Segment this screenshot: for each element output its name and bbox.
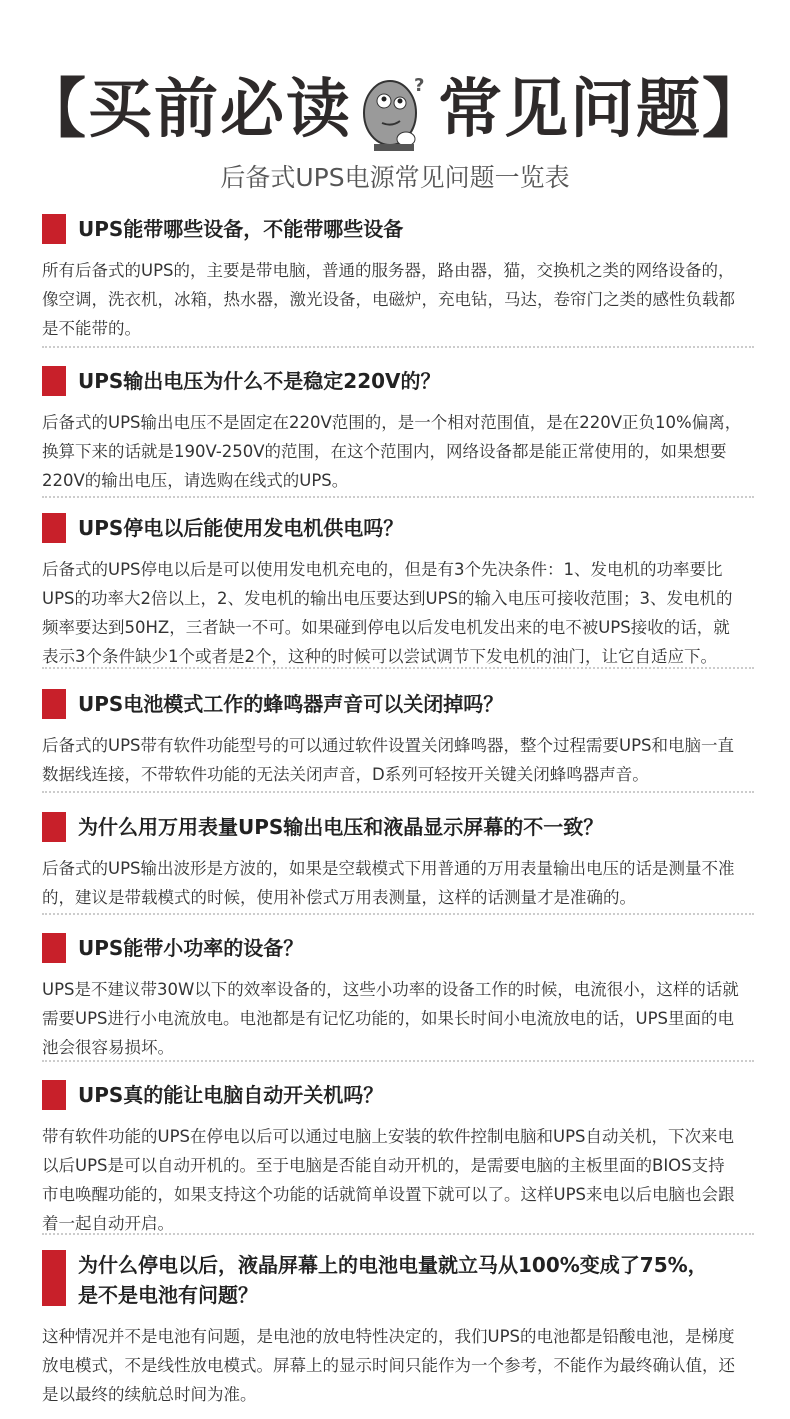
red-marker-icon	[42, 689, 66, 719]
faq-question: UPS能带小功率的设备？	[78, 936, 304, 960]
faq-question: UPS输出电压为什么不是稳定220V的？	[78, 369, 441, 393]
faq-answer: 这种情况并不是电池有问题，是电池的放电特性决定的，我们UPS的电池都是铅酸电池，是梯度 放电模式，不是线性放电模式。屏幕上的显示时间只能作为一个参考，不能作为最终确认值，还 是以最终的续航总时间为准。	[42, 1327, 735, 1404]
red-marker-icon	[42, 1250, 66, 1306]
red-marker-icon	[42, 1080, 66, 1110]
divider	[42, 496, 754, 498]
faq-item	[42, 214, 754, 343]
page-title	[0, 58, 790, 153]
faq-question: UPS电池模式工作的蜂鸣器声音可以关闭掉吗？	[78, 692, 504, 716]
faq-question: 为什么停电以后，液晶屏幕上的电池电量就立马从100%变成了75%， 是不是电池有问题？	[78, 1253, 708, 1307]
divider	[42, 667, 754, 669]
faq-answer: UPS是不建议带30W以下的效率设备的，这些小功率的设备工作的时候，电流很小，这样的话就 需要UPS进行小电流放电。电池都是有记忆功能的，如果长时间小电流放电的话，UPS里面的电 池会很容易损坏。	[42, 980, 739, 1057]
red-marker-icon	[42, 366, 66, 396]
subtitle: 后备式UPS电源常见问题一览表	[220, 163, 570, 192]
faq-item	[42, 933, 754, 1062]
red-marker-icon	[42, 812, 66, 842]
divider	[42, 346, 754, 348]
faq-answer: 后备式的UPS输出波形是方波的，如果是空载模式下用普通的万用表量输出电压的话是测量不准 的，建议是带载模式的时候，使用补偿式万用表测量，这样的话测量才是准确的。	[42, 859, 735, 907]
faq-question: UPS能带哪些设备，不能带哪些设备	[78, 217, 404, 241]
thinking-face-icon	[356, 73, 434, 153]
faq-item	[42, 812, 754, 912]
faq-answer: 所有后备式的UPS的，主要是带电脑，普通的服务器，路由器，猫，交换机之类的网络设备的， 像空调，洗衣机，冰箱，热水器，激光设备，电磁炉，充电钻，马达，卷帘门之类的感性负载都 是不能带的。	[42, 261, 735, 338]
faq-answer: 后备式的UPS带有软件功能型号的可以通过软件设置关闭蜂鸣器，整个过程需要UPS和电脑一直 数据线连接，不带软件功能的无法关闭声音，D系列可轻按开关键关闭蜂鸣器声音。	[42, 736, 735, 784]
faq-item	[42, 1250, 754, 1409]
divider	[42, 1233, 754, 1235]
faq-question: UPS真的能让电脑自动开关机吗？	[78, 1083, 384, 1107]
faq-item	[42, 513, 754, 671]
faq-answer: 带有软件功能的UPS在停电以后可以通过电脑上安装的软件控制电脑和UPS自动关机，下次来电 以后UPS是可以自动开机的。至于电脑是否能自动开机的，是需要电脑的主板里面的BIOS支持 市电唤醒功能的，如果支持这个功能的话就简单设置下就可以了。这样UPS来电以后电脑也会跟 着一起自动开启。	[42, 1127, 735, 1233]
divider	[42, 913, 754, 915]
title-left: 【买前必读	[22, 73, 352, 147]
faq-item	[42, 366, 754, 495]
divider	[42, 1060, 754, 1062]
faq-answer: 后备式的UPS输出电压不是固定在220V范围的，是一个相对范围值，是在220V正负10%偏离， 换算下来的话就是190V-250V的范围，在这个范围内，网络设备都是能正常使用的，如果想要 220V的输出电压，请选购在线式的UPS。	[42, 413, 742, 490]
red-marker-icon	[42, 933, 66, 963]
faq-question: UPS停电以后能使用发电机供电吗？	[78, 516, 404, 540]
faq-answer: 后备式的UPS停电以后是可以使用发电机充电的，但是有3个先决条件：1、发电机的功率要比 UPS的功率大2倍以上，2、发电机的输出电压要达到UPS的输入电压可接收范围；3、发电机的 频率要达到50HZ，三者缺一不可。如果碰到停电以后发电机发出来的电不被UPS接收的话，就 表示3个条件缺少1个或者是2个，这种的时候可以尝试调节下发电机的油门，让它自适应下。	[42, 560, 733, 666]
svg-text:?: ?	[414, 75, 427, 97]
red-marker-icon	[42, 513, 66, 543]
title-right: 常见问题】	[438, 73, 768, 147]
divider	[42, 791, 754, 793]
faq-question: 为什么用万用表量UPS输出电压和液晶显示屏幕的不一致？	[78, 815, 604, 839]
red-marker-icon	[42, 214, 66, 244]
faq-item	[42, 1080, 754, 1238]
title-divider	[374, 144, 414, 151]
faq-item	[42, 689, 754, 789]
